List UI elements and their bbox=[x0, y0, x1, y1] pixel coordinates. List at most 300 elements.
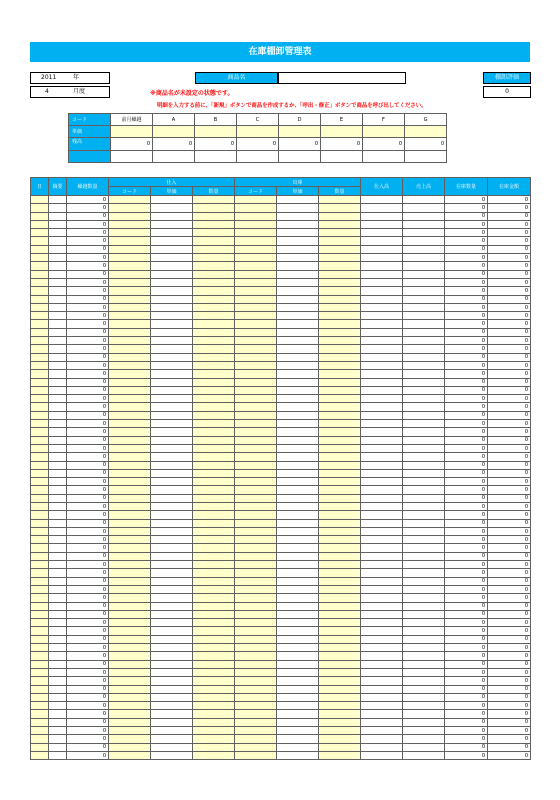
shipment-code-cell[interactable] bbox=[235, 328, 277, 336]
summary-cell[interactable] bbox=[49, 395, 67, 403]
shipment-unit-price-cell[interactable] bbox=[277, 353, 319, 361]
purchase-qty-cell[interactable] bbox=[193, 345, 235, 353]
sales-amount-cell[interactable] bbox=[403, 353, 445, 361]
purchase-qty-cell[interactable] bbox=[193, 278, 235, 286]
sales-amount-cell[interactable] bbox=[403, 511, 445, 519]
sales-amount-cell[interactable] bbox=[403, 660, 445, 668]
purchase-unit-price-cell[interactable] bbox=[151, 494, 193, 502]
day-cell[interactable] bbox=[31, 469, 49, 477]
summary-cell[interactable] bbox=[49, 370, 67, 378]
sales-amount-cell[interactable] bbox=[403, 486, 445, 494]
purchase-unit-price-cell[interactable] bbox=[151, 594, 193, 602]
purchase-code-cell[interactable] bbox=[109, 502, 151, 510]
purchase-qty-cell[interactable] bbox=[193, 685, 235, 693]
purchase-qty-cell[interactable] bbox=[193, 270, 235, 278]
purchase-qty-cell[interactable] bbox=[193, 212, 235, 220]
shipment-unit-price-cell[interactable] bbox=[277, 668, 319, 676]
purchase-unit-price-cell[interactable] bbox=[151, 461, 193, 469]
purchase-code-cell[interactable] bbox=[109, 361, 151, 369]
summary-cell[interactable] bbox=[49, 536, 67, 544]
shipment-qty-cell[interactable] bbox=[319, 718, 361, 726]
purchase-amount-cell[interactable] bbox=[361, 619, 403, 627]
shipment-unit-price-cell[interactable] bbox=[277, 262, 319, 270]
shipment-qty-cell[interactable] bbox=[319, 610, 361, 618]
summary-cell[interactable] bbox=[49, 610, 67, 618]
purchase-qty-cell[interactable] bbox=[193, 602, 235, 610]
sales-amount-cell[interactable] bbox=[403, 403, 445, 411]
sales-amount-cell[interactable] bbox=[403, 328, 445, 336]
purchase-amount-cell[interactable] bbox=[361, 378, 403, 386]
day-cell[interactable] bbox=[31, 337, 49, 345]
shipment-qty-cell[interactable] bbox=[319, 644, 361, 652]
summary-cell[interactable] bbox=[49, 229, 67, 237]
purchase-unit-price-cell[interactable] bbox=[151, 519, 193, 527]
shipment-unit-price-cell[interactable] bbox=[277, 602, 319, 610]
sales-amount-cell[interactable] bbox=[403, 569, 445, 577]
purchase-qty-cell[interactable] bbox=[193, 660, 235, 668]
purchase-qty-cell[interactable] bbox=[193, 569, 235, 577]
unit-price-cell[interactable] bbox=[237, 126, 279, 138]
shipment-qty-cell[interactable] bbox=[319, 312, 361, 320]
purchase-code-cell[interactable] bbox=[109, 386, 151, 394]
shipment-code-cell[interactable] bbox=[235, 602, 277, 610]
purchase-amount-cell[interactable] bbox=[361, 519, 403, 527]
day-cell[interactable] bbox=[31, 718, 49, 726]
purchase-amount-cell[interactable] bbox=[361, 569, 403, 577]
shipment-qty-cell[interactable] bbox=[319, 536, 361, 544]
purchase-unit-price-cell[interactable] bbox=[151, 602, 193, 610]
purchase-qty-cell[interactable] bbox=[193, 395, 235, 403]
purchase-amount-cell[interactable] bbox=[361, 295, 403, 303]
shipment-qty-cell[interactable] bbox=[319, 502, 361, 510]
year-box[interactable] bbox=[30, 72, 110, 84]
shipment-qty-cell[interactable] bbox=[319, 353, 361, 361]
purchase-code-cell[interactable] bbox=[109, 254, 151, 262]
shipment-unit-price-cell[interactable] bbox=[277, 561, 319, 569]
summary-cell[interactable] bbox=[49, 668, 67, 676]
shipment-code-cell[interactable] bbox=[235, 727, 277, 735]
day-cell[interactable] bbox=[31, 602, 49, 610]
day-cell[interactable] bbox=[31, 287, 49, 295]
sales-amount-cell[interactable] bbox=[403, 519, 445, 527]
shipment-code-cell[interactable] bbox=[235, 220, 277, 228]
purchase-amount-cell[interactable] bbox=[361, 370, 403, 378]
shipment-qty-cell[interactable] bbox=[319, 287, 361, 295]
sales-amount-cell[interactable] bbox=[403, 494, 445, 502]
shipment-unit-price-cell[interactable] bbox=[277, 552, 319, 560]
purchase-code-cell[interactable] bbox=[109, 693, 151, 701]
purchase-amount-cell[interactable] bbox=[361, 287, 403, 295]
sales-amount-cell[interactable] bbox=[403, 502, 445, 510]
purchase-code-cell[interactable] bbox=[109, 245, 151, 253]
day-cell[interactable] bbox=[31, 610, 49, 618]
summary-cell[interactable] bbox=[49, 627, 67, 635]
day-cell[interactable] bbox=[31, 345, 49, 353]
purchase-qty-cell[interactable] bbox=[193, 668, 235, 676]
purchase-qty-cell[interactable] bbox=[193, 295, 235, 303]
shipment-unit-price-cell[interactable] bbox=[277, 196, 319, 204]
shipment-code-cell[interactable] bbox=[235, 610, 277, 618]
shipment-code-cell[interactable] bbox=[235, 461, 277, 469]
shipment-unit-price-cell[interactable] bbox=[277, 635, 319, 643]
shipment-unit-price-cell[interactable] bbox=[277, 494, 319, 502]
purchase-code-cell[interactable] bbox=[109, 212, 151, 220]
summary-cell[interactable] bbox=[49, 519, 67, 527]
day-cell[interactable] bbox=[31, 204, 49, 212]
shipment-unit-price-cell[interactable] bbox=[277, 212, 319, 220]
purchase-unit-price-cell[interactable] bbox=[151, 386, 193, 394]
purchase-amount-cell[interactable] bbox=[361, 270, 403, 278]
shipment-qty-cell[interactable] bbox=[319, 544, 361, 552]
shipment-qty-cell[interactable] bbox=[319, 453, 361, 461]
day-cell[interactable] bbox=[31, 619, 49, 627]
purchase-unit-price-cell[interactable] bbox=[151, 635, 193, 643]
summary-cell[interactable] bbox=[49, 561, 67, 569]
day-cell[interactable] bbox=[31, 511, 49, 519]
purchase-code-cell[interactable] bbox=[109, 660, 151, 668]
shipment-code-cell[interactable] bbox=[235, 353, 277, 361]
purchase-amount-cell[interactable] bbox=[361, 337, 403, 345]
purchase-amount-cell[interactable] bbox=[361, 677, 403, 685]
sales-amount-cell[interactable] bbox=[403, 453, 445, 461]
purchase-amount-cell[interactable] bbox=[361, 453, 403, 461]
shipment-unit-price-cell[interactable] bbox=[277, 610, 319, 618]
shipment-code-cell[interactable] bbox=[235, 411, 277, 419]
purchase-code-cell[interactable] bbox=[109, 627, 151, 635]
shipment-unit-price-cell[interactable] bbox=[277, 502, 319, 510]
shipment-unit-price-cell[interactable] bbox=[277, 361, 319, 369]
purchase-code-cell[interactable] bbox=[109, 619, 151, 627]
summary-cell[interactable] bbox=[49, 735, 67, 743]
unit-price-cell[interactable] bbox=[363, 126, 405, 138]
sales-amount-cell[interactable] bbox=[403, 478, 445, 486]
purchase-amount-cell[interactable] bbox=[361, 652, 403, 660]
day-cell[interactable] bbox=[31, 229, 49, 237]
purchase-amount-cell[interactable] bbox=[361, 229, 403, 237]
summary-cell[interactable] bbox=[49, 320, 67, 328]
shipment-qty-cell[interactable] bbox=[319, 212, 361, 220]
unit-price-cell[interactable] bbox=[279, 126, 321, 138]
purchase-code-cell[interactable] bbox=[109, 577, 151, 585]
purchase-unit-price-cell[interactable] bbox=[151, 345, 193, 353]
day-cell[interactable] bbox=[31, 420, 49, 428]
summary-cell[interactable] bbox=[49, 328, 67, 336]
purchase-code-cell[interactable] bbox=[109, 635, 151, 643]
purchase-unit-price-cell[interactable] bbox=[151, 685, 193, 693]
shipment-unit-price-cell[interactable] bbox=[277, 229, 319, 237]
sales-amount-cell[interactable] bbox=[403, 196, 445, 204]
shipment-code-cell[interactable] bbox=[235, 635, 277, 643]
shipment-code-cell[interactable] bbox=[235, 652, 277, 660]
purchase-amount-cell[interactable] bbox=[361, 735, 403, 743]
purchase-unit-price-cell[interactable] bbox=[151, 727, 193, 735]
purchase-qty-cell[interactable] bbox=[193, 204, 235, 212]
sales-amount-cell[interactable] bbox=[403, 420, 445, 428]
shipment-unit-price-cell[interactable] bbox=[277, 204, 319, 212]
sales-amount-cell[interactable] bbox=[403, 677, 445, 685]
day-cell[interactable] bbox=[31, 702, 49, 710]
purchase-amount-cell[interactable] bbox=[361, 561, 403, 569]
purchase-unit-price-cell[interactable] bbox=[151, 212, 193, 220]
shipment-code-cell[interactable] bbox=[235, 668, 277, 676]
purchase-qty-cell[interactable] bbox=[193, 561, 235, 569]
purchase-amount-cell[interactable] bbox=[361, 635, 403, 643]
summary-cell[interactable] bbox=[49, 585, 67, 593]
purchase-unit-price-cell[interactable] bbox=[151, 569, 193, 577]
shipment-unit-price-cell[interactable] bbox=[277, 254, 319, 262]
sales-amount-cell[interactable] bbox=[403, 668, 445, 676]
sales-amount-cell[interactable] bbox=[403, 751, 445, 759]
sales-amount-cell[interactable] bbox=[403, 212, 445, 220]
purchase-qty-cell[interactable] bbox=[193, 245, 235, 253]
sales-amount-cell[interactable] bbox=[403, 602, 445, 610]
purchase-code-cell[interactable] bbox=[109, 353, 151, 361]
summary-cell[interactable] bbox=[49, 751, 67, 759]
shipment-code-cell[interactable] bbox=[235, 245, 277, 253]
shipment-code-cell[interactable] bbox=[235, 536, 277, 544]
purchase-amount-cell[interactable] bbox=[361, 718, 403, 726]
purchase-code-cell[interactable] bbox=[109, 735, 151, 743]
shipment-qty-cell[interactable] bbox=[319, 552, 361, 560]
shipment-code-cell[interactable] bbox=[235, 453, 277, 461]
purchase-unit-price-cell[interactable] bbox=[151, 237, 193, 245]
purchase-code-cell[interactable] bbox=[109, 295, 151, 303]
shipment-unit-price-cell[interactable] bbox=[277, 403, 319, 411]
summary-cell[interactable] bbox=[49, 420, 67, 428]
purchase-code-cell[interactable] bbox=[109, 544, 151, 552]
sales-amount-cell[interactable] bbox=[403, 444, 445, 452]
purchase-qty-cell[interactable] bbox=[193, 585, 235, 593]
purchase-amount-cell[interactable] bbox=[361, 527, 403, 535]
purchase-amount-cell[interactable] bbox=[361, 610, 403, 618]
summary-cell[interactable] bbox=[49, 569, 67, 577]
purchase-qty-cell[interactable] bbox=[193, 428, 235, 436]
sales-amount-cell[interactable] bbox=[403, 303, 445, 311]
purchase-unit-price-cell[interactable] bbox=[151, 444, 193, 452]
day-cell[interactable] bbox=[31, 561, 49, 569]
shipment-qty-cell[interactable] bbox=[319, 254, 361, 262]
shipment-code-cell[interactable] bbox=[235, 677, 277, 685]
purchase-unit-price-cell[interactable] bbox=[151, 220, 193, 228]
sales-amount-cell[interactable] bbox=[403, 436, 445, 444]
purchase-unit-price-cell[interactable] bbox=[151, 420, 193, 428]
shipment-unit-price-cell[interactable] bbox=[277, 370, 319, 378]
sales-amount-cell[interactable] bbox=[403, 527, 445, 535]
purchase-unit-price-cell[interactable] bbox=[151, 403, 193, 411]
shipment-code-cell[interactable] bbox=[235, 702, 277, 710]
purchase-amount-cell[interactable] bbox=[361, 220, 403, 228]
purchase-qty-cell[interactable] bbox=[193, 420, 235, 428]
day-cell[interactable] bbox=[31, 196, 49, 204]
purchase-qty-cell[interactable] bbox=[193, 478, 235, 486]
day-cell[interactable] bbox=[31, 262, 49, 270]
shipment-unit-price-cell[interactable] bbox=[277, 718, 319, 726]
purchase-code-cell[interactable] bbox=[109, 287, 151, 295]
purchase-qty-cell[interactable] bbox=[193, 328, 235, 336]
day-cell[interactable] bbox=[31, 743, 49, 751]
shipment-unit-price-cell[interactable] bbox=[277, 395, 319, 403]
shipment-code-cell[interactable] bbox=[235, 254, 277, 262]
shipment-code-cell[interactable] bbox=[235, 395, 277, 403]
purchase-unit-price-cell[interactable] bbox=[151, 511, 193, 519]
shipment-unit-price-cell[interactable] bbox=[277, 312, 319, 320]
sales-amount-cell[interactable] bbox=[403, 378, 445, 386]
purchase-qty-cell[interactable] bbox=[193, 610, 235, 618]
day-cell[interactable] bbox=[31, 436, 49, 444]
purchase-unit-price-cell[interactable] bbox=[151, 204, 193, 212]
shipment-unit-price-cell[interactable] bbox=[277, 693, 319, 701]
purchase-amount-cell[interactable] bbox=[361, 577, 403, 585]
purchase-unit-price-cell[interactable] bbox=[151, 337, 193, 345]
summary-cell[interactable] bbox=[49, 337, 67, 345]
purchase-qty-cell[interactable] bbox=[193, 237, 235, 245]
sales-amount-cell[interactable] bbox=[403, 270, 445, 278]
shipment-code-cell[interactable] bbox=[235, 386, 277, 394]
purchase-unit-price-cell[interactable] bbox=[151, 743, 193, 751]
summary-cell[interactable] bbox=[49, 511, 67, 519]
day-cell[interactable] bbox=[31, 295, 49, 303]
purchase-code-cell[interactable] bbox=[109, 420, 151, 428]
purchase-code-cell[interactable] bbox=[109, 718, 151, 726]
day-cell[interactable] bbox=[31, 594, 49, 602]
shipment-qty-cell[interactable] bbox=[319, 693, 361, 701]
purchase-code-cell[interactable] bbox=[109, 652, 151, 660]
sales-amount-cell[interactable] bbox=[403, 718, 445, 726]
summary-cell[interactable] bbox=[49, 577, 67, 585]
sales-amount-cell[interactable] bbox=[403, 469, 445, 477]
day-cell[interactable] bbox=[31, 727, 49, 735]
purchase-unit-price-cell[interactable] bbox=[151, 702, 193, 710]
purchase-code-cell[interactable] bbox=[109, 486, 151, 494]
summary-cell[interactable] bbox=[49, 453, 67, 461]
shipment-qty-cell[interactable] bbox=[319, 469, 361, 477]
summary-cell[interactable] bbox=[49, 436, 67, 444]
purchase-qty-cell[interactable] bbox=[193, 320, 235, 328]
purchase-code-cell[interactable] bbox=[109, 328, 151, 336]
summary-cell[interactable] bbox=[49, 494, 67, 502]
purchase-amount-cell[interactable] bbox=[361, 361, 403, 369]
summary-cell[interactable] bbox=[49, 295, 67, 303]
purchase-qty-cell[interactable] bbox=[193, 494, 235, 502]
shipment-unit-price-cell[interactable] bbox=[277, 627, 319, 635]
purchase-qty-cell[interactable] bbox=[193, 386, 235, 394]
summary-cell[interactable] bbox=[49, 270, 67, 278]
shipment-unit-price-cell[interactable] bbox=[277, 295, 319, 303]
summary-cell[interactable] bbox=[49, 220, 67, 228]
purchase-unit-price-cell[interactable] bbox=[151, 262, 193, 270]
purchase-qty-cell[interactable] bbox=[193, 718, 235, 726]
purchase-qty-cell[interactable] bbox=[193, 453, 235, 461]
purchase-code-cell[interactable] bbox=[109, 395, 151, 403]
purchase-qty-cell[interactable] bbox=[193, 303, 235, 311]
purchase-unit-price-cell[interactable] bbox=[151, 619, 193, 627]
shipment-code-cell[interactable] bbox=[235, 502, 277, 510]
shipment-qty-cell[interactable] bbox=[319, 386, 361, 394]
purchase-qty-cell[interactable] bbox=[193, 751, 235, 759]
shipment-code-cell[interactable] bbox=[235, 262, 277, 270]
shipment-unit-price-cell[interactable] bbox=[277, 511, 319, 519]
shipment-unit-price-cell[interactable] bbox=[277, 743, 319, 751]
day-cell[interactable] bbox=[31, 212, 49, 220]
purchase-unit-price-cell[interactable] bbox=[151, 353, 193, 361]
shipment-unit-price-cell[interactable] bbox=[277, 569, 319, 577]
shipment-qty-cell[interactable] bbox=[319, 403, 361, 411]
shipment-unit-price-cell[interactable] bbox=[277, 337, 319, 345]
purchase-code-cell[interactable] bbox=[109, 378, 151, 386]
shipment-qty-cell[interactable] bbox=[319, 428, 361, 436]
day-cell[interactable] bbox=[31, 635, 49, 643]
purchase-amount-cell[interactable] bbox=[361, 237, 403, 245]
day-cell[interactable] bbox=[31, 652, 49, 660]
day-cell[interactable] bbox=[31, 478, 49, 486]
shipment-code-cell[interactable] bbox=[235, 644, 277, 652]
sales-amount-cell[interactable] bbox=[403, 727, 445, 735]
summary-cell[interactable] bbox=[49, 262, 67, 270]
purchase-code-cell[interactable] bbox=[109, 552, 151, 560]
shipment-code-cell[interactable] bbox=[235, 361, 277, 369]
summary-cell[interactable] bbox=[49, 204, 67, 212]
purchase-unit-price-cell[interactable] bbox=[151, 287, 193, 295]
purchase-code-cell[interactable] bbox=[109, 270, 151, 278]
shipment-unit-price-cell[interactable] bbox=[277, 735, 319, 743]
shipment-code-cell[interactable] bbox=[235, 270, 277, 278]
purchase-amount-cell[interactable] bbox=[361, 536, 403, 544]
shipment-code-cell[interactable] bbox=[235, 212, 277, 220]
sales-amount-cell[interactable] bbox=[403, 461, 445, 469]
summary-cell[interactable] bbox=[49, 619, 67, 627]
day-cell[interactable] bbox=[31, 245, 49, 253]
day-cell[interactable] bbox=[31, 519, 49, 527]
purchase-code-cell[interactable] bbox=[109, 444, 151, 452]
day-cell[interactable] bbox=[31, 569, 49, 577]
sales-amount-cell[interactable] bbox=[403, 544, 445, 552]
sales-amount-cell[interactable] bbox=[403, 361, 445, 369]
day-cell[interactable] bbox=[31, 411, 49, 419]
shipment-unit-price-cell[interactable] bbox=[277, 278, 319, 286]
shipment-unit-price-cell[interactable] bbox=[277, 660, 319, 668]
day-cell[interactable] bbox=[31, 220, 49, 228]
shipment-unit-price-cell[interactable] bbox=[277, 519, 319, 527]
purchase-amount-cell[interactable] bbox=[361, 196, 403, 204]
purchase-code-cell[interactable] bbox=[109, 469, 151, 477]
purchase-unit-price-cell[interactable] bbox=[151, 436, 193, 444]
purchase-code-cell[interactable] bbox=[109, 436, 151, 444]
unit-price-cell[interactable] bbox=[405, 126, 447, 138]
shipment-qty-cell[interactable] bbox=[319, 602, 361, 610]
summary-cell[interactable] bbox=[49, 502, 67, 510]
summary-cell[interactable] bbox=[49, 403, 67, 411]
purchase-amount-cell[interactable] bbox=[361, 644, 403, 652]
purchase-qty-cell[interactable] bbox=[193, 536, 235, 544]
shipment-unit-price-cell[interactable] bbox=[277, 220, 319, 228]
shipment-unit-price-cell[interactable] bbox=[277, 420, 319, 428]
purchase-unit-price-cell[interactable] bbox=[151, 710, 193, 718]
product-name-field[interactable] bbox=[278, 72, 406, 84]
purchase-qty-cell[interactable] bbox=[193, 469, 235, 477]
shipment-qty-cell[interactable] bbox=[319, 635, 361, 643]
shipment-unit-price-cell[interactable] bbox=[277, 453, 319, 461]
purchase-code-cell[interactable] bbox=[109, 677, 151, 685]
sales-amount-cell[interactable] bbox=[403, 220, 445, 228]
shipment-qty-cell[interactable] bbox=[319, 229, 361, 237]
purchase-code-cell[interactable] bbox=[109, 511, 151, 519]
purchase-code-cell[interactable] bbox=[109, 453, 151, 461]
purchase-code-cell[interactable] bbox=[109, 561, 151, 569]
sales-amount-cell[interactable] bbox=[403, 395, 445, 403]
shipment-qty-cell[interactable] bbox=[319, 237, 361, 245]
purchase-unit-price-cell[interactable] bbox=[151, 361, 193, 369]
shipment-qty-cell[interactable] bbox=[319, 461, 361, 469]
